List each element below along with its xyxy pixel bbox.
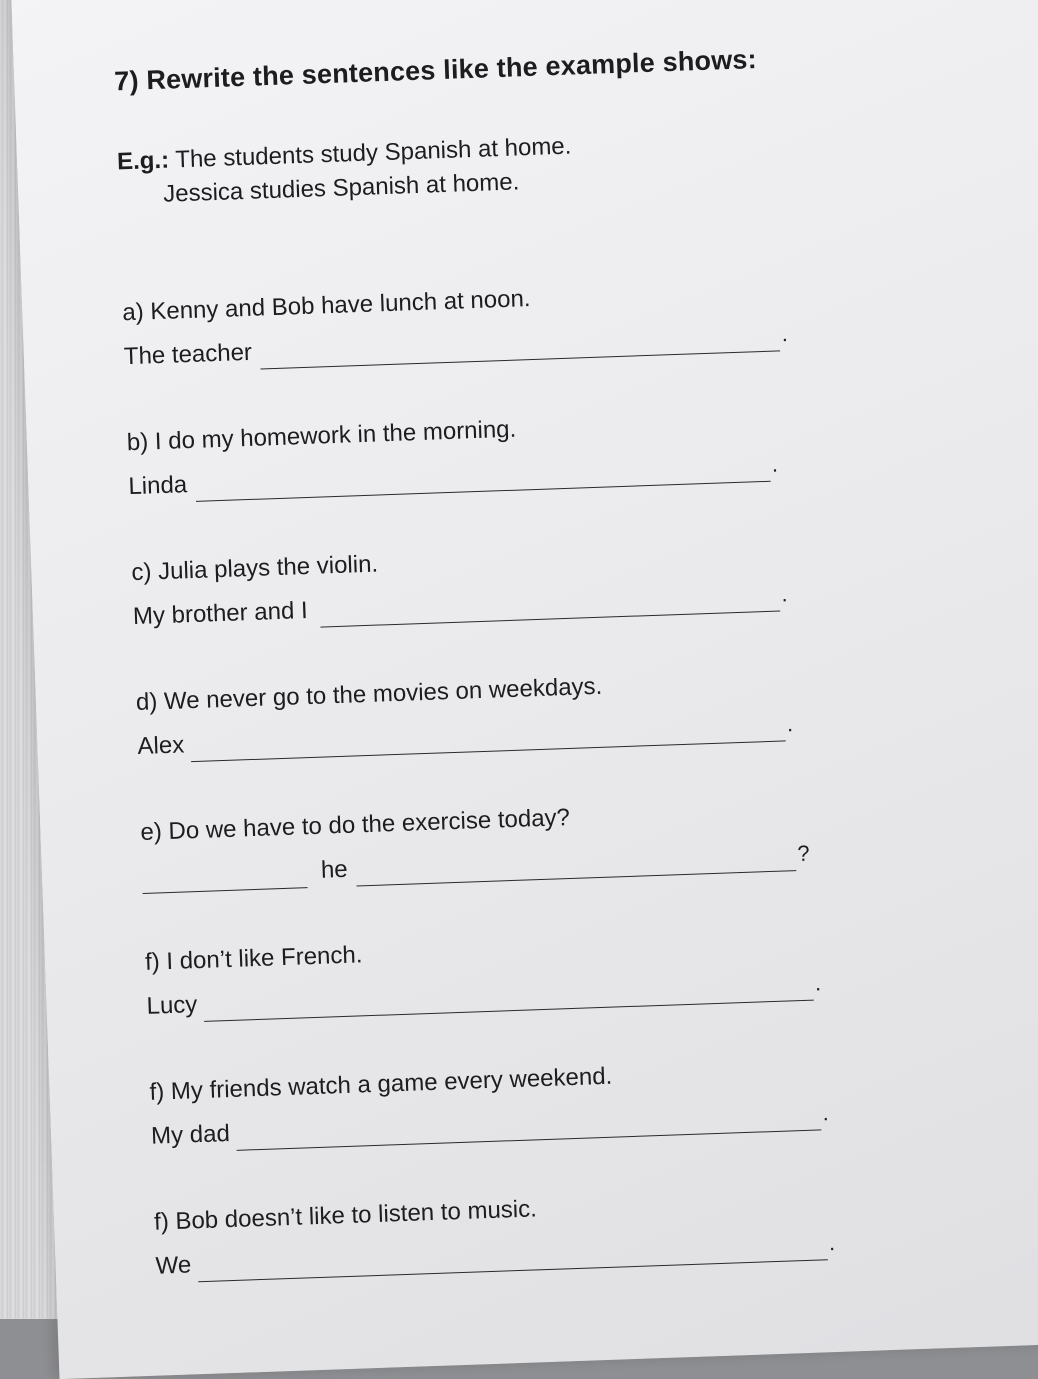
answer-blank[interactable] — [195, 455, 771, 502]
answer-blank-before[interactable] — [142, 861, 308, 894]
item-end-mark: . — [821, 1100, 829, 1126]
item-prompt: f) My friends watch a game every weekend. — [149, 1062, 613, 1106]
item-subject: My brother and I — [132, 597, 309, 631]
item-subject: Lucy — [146, 991, 198, 1020]
item-end-mark: . — [781, 321, 789, 347]
item-prompt: f) Bob doesn’t like to listen to music. — [153, 1195, 538, 1236]
answer-blank[interactable] — [235, 1103, 821, 1150]
item-prompt: b) I do my homework in the morning. — [126, 415, 517, 457]
example-answer: Jessica studies Spanish at home. — [162, 168, 520, 208]
answer-blank[interactable] — [260, 324, 781, 369]
item-subject: We — [155, 1251, 192, 1280]
worksheet-page — [10, 0, 1038, 1379]
exercise-item-d — [135, 661, 857, 764]
exercise-item-f-3 — [154, 1181, 876, 1284]
item-prompt: e) Do we have to do the exercise today? — [140, 803, 571, 846]
item-end-mark: ? — [796, 840, 811, 867]
answer-blank[interactable] — [319, 585, 780, 628]
item-subject: My dad — [150, 1120, 231, 1150]
item-prompt: c) Julia plays the violin. — [130, 550, 379, 587]
example-block — [117, 120, 839, 213]
answer-blank[interactable] — [197, 1233, 828, 1282]
item-subject: Alex — [137, 731, 185, 761]
exercise-item-b — [126, 401, 848, 504]
exercise-item-e — [140, 791, 862, 894]
item-end-mark: . — [814, 970, 822, 996]
item-prompt: d) We never go to the movies on weekdays. — [135, 672, 603, 717]
exercise-item-c — [131, 531, 853, 634]
exercise-content — [113, 41, 839, 1280]
exercise-heading: 7) Rewrite the sentences like the example shows: — [113, 44, 758, 97]
item-end-mark: . — [786, 711, 794, 737]
item-prompt: a) Kenny and Bob have lunch at noon. — [121, 285, 531, 327]
item-prompt: f) I don’t like French. — [144, 941, 363, 976]
exercise-item-a — [122, 271, 844, 374]
example-sentence: The students study Spanish at home. — [174, 132, 572, 174]
answer-blank[interactable] — [190, 714, 786, 762]
answer-blank[interactable] — [203, 974, 814, 1022]
example-label: E.g.: — [116, 146, 170, 176]
item-end-mark: . — [771, 451, 779, 477]
item-subject: Linda — [127, 471, 188, 501]
item-end-mark: . — [780, 581, 788, 607]
item-end-mark: . — [828, 1229, 836, 1256]
exercise-item-f-1 — [144, 921, 866, 1024]
item-subject: he — [320, 855, 349, 884]
exercise-item-f-2 — [149, 1051, 871, 1154]
item-subject: The teacher — [123, 338, 253, 371]
answer-blank-after[interactable] — [355, 844, 796, 886]
